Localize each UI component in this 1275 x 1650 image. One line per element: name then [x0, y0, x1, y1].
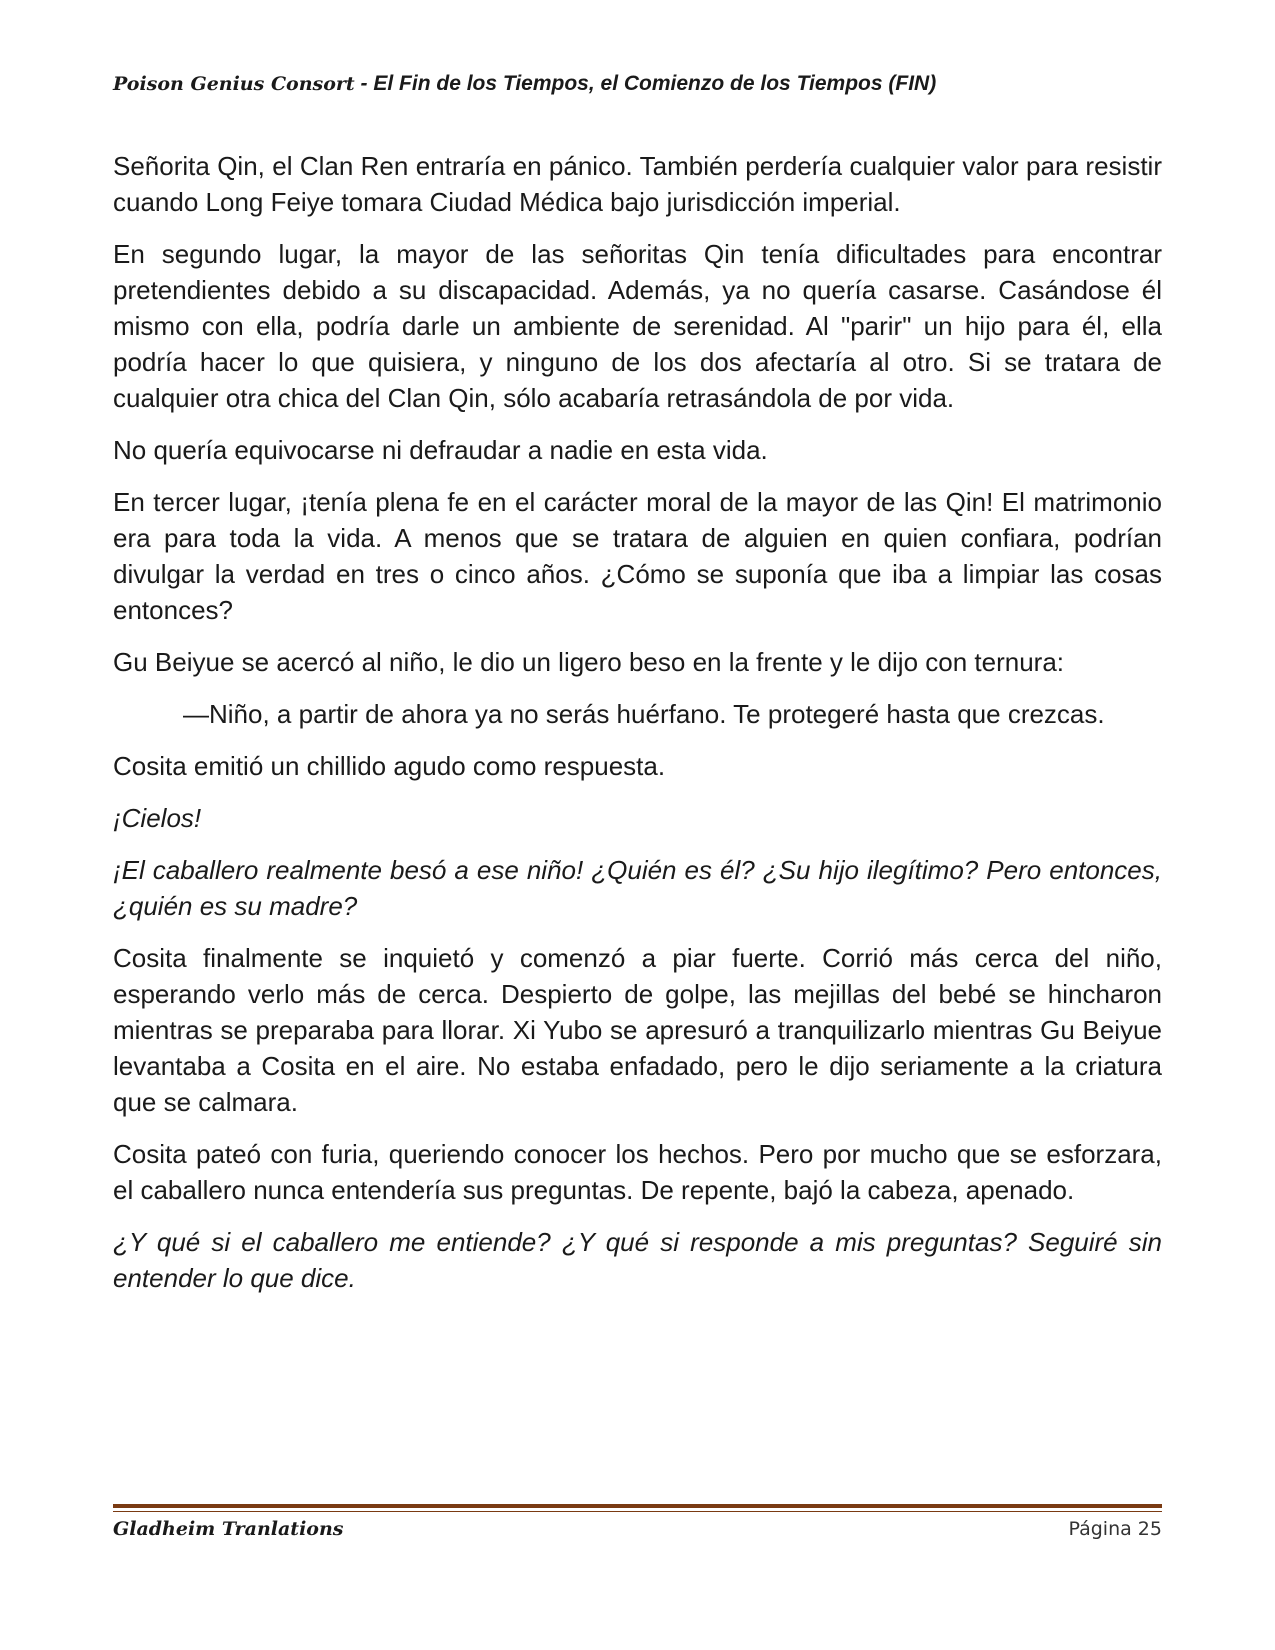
page-number: Página 25 [1068, 1518, 1162, 1540]
paragraph: No quería equivocarse ni defraudar a nadie en esta vida. [113, 435, 768, 465]
paragraph: En tercer lugar, ¡tenía plena fe en el carácter moral de la mayor de las Qin! El matrimonio era para toda la vida. A menos que se tratara de alguien en quien confiara, podrían divulgar la verdad en tres o cinco años. ¿Cómo se suponía que iba a limpiar las cosas entonces? [113, 487, 1162, 625]
dialogue-paragraph: —Niño, a partir de ahora ya no serás huérfano. Te protegeré hasta que crezcas. [183, 699, 1105, 729]
page-header [113, 72, 1163, 96]
thought-paragraph: ¡Cielos! [113, 803, 202, 833]
chapter-body [113, 148, 1162, 1312]
header-separator: - [354, 72, 374, 95]
thought-paragraph: ¡El caballero realmente besó a ese niño! ¿Quién es él? ¿Su hijo ilegítimo? Pero entonces, ¿quién es su madre? [113, 855, 1162, 921]
series-title: Poison Genius Consort [113, 73, 355, 95]
paragraph: En segundo lugar, la mayor de las señoritas Qin tenía dificultades para encontrar pretendientes debido a su discapacidad. Además, ya no quería casarse. Casándose él mismo con ella, podría darle un ambiente de serenidad. Al "parir" un hijo para él, ella podría hacer lo que quisiera, y ninguno de los dos afectaría al otro. Si se tratara de cualquier otra chica del Clan Qin, sólo acabaría retrasándola de por vida. [113, 239, 1162, 413]
paragraph: Señorita Qin, el Clan Ren entraría en pánico. También perdería cualquier valor para resistir cuando Long Feiye tomara Ciudad Médica bajo jurisdicción imperial. [113, 151, 1162, 217]
page-footer [113, 1518, 1162, 1548]
paragraph: Cosita finalmente se inquietó y comenzó a piar fuerte. Corrió más cerca del niño, esperando verlo más de cerca. Despierto de golpe, las mejillas del bebé se hincharon mientras se preparaba para llorar. Xi Yubo se apresuró a tranquilizarlo mientras Gu Beiyue levantaba a Cosita en el aire. No estaba enfadado, pero le dijo seriamente a la criatura que se calmara. [113, 943, 1162, 1117]
footer-divider [113, 1504, 1162, 1512]
paragraph: Cosita pateó con furia, queriendo conocer los hechos. Pero por mucho que se esforzara, el caballero nunca entendería sus preguntas. De repente, bajó la cabeza, apenado. [113, 1139, 1162, 1205]
paragraph: Gu Beiyue se acercó al niño, le dio un ligero beso en la frente y le dijo con ternura: [113, 647, 1065, 677]
thought-paragraph: ¿Y qué si el caballero me entiende? ¿Y qué si responde a mis preguntas? Seguiré sin entender lo que dice. [113, 1227, 1162, 1293]
footer-divider-thin [113, 1511, 1162, 1512]
paragraph: Cosita emitió un chillido agudo como respuesta. [113, 751, 666, 781]
footer-divider-thick [113, 1504, 1162, 1508]
chapter-title: El Fin de los Tiempos, el Comienzo de los Tiempos (FIN) [373, 72, 937, 95]
translator-credit: Gladheim Tranlations [113, 1518, 344, 1540]
